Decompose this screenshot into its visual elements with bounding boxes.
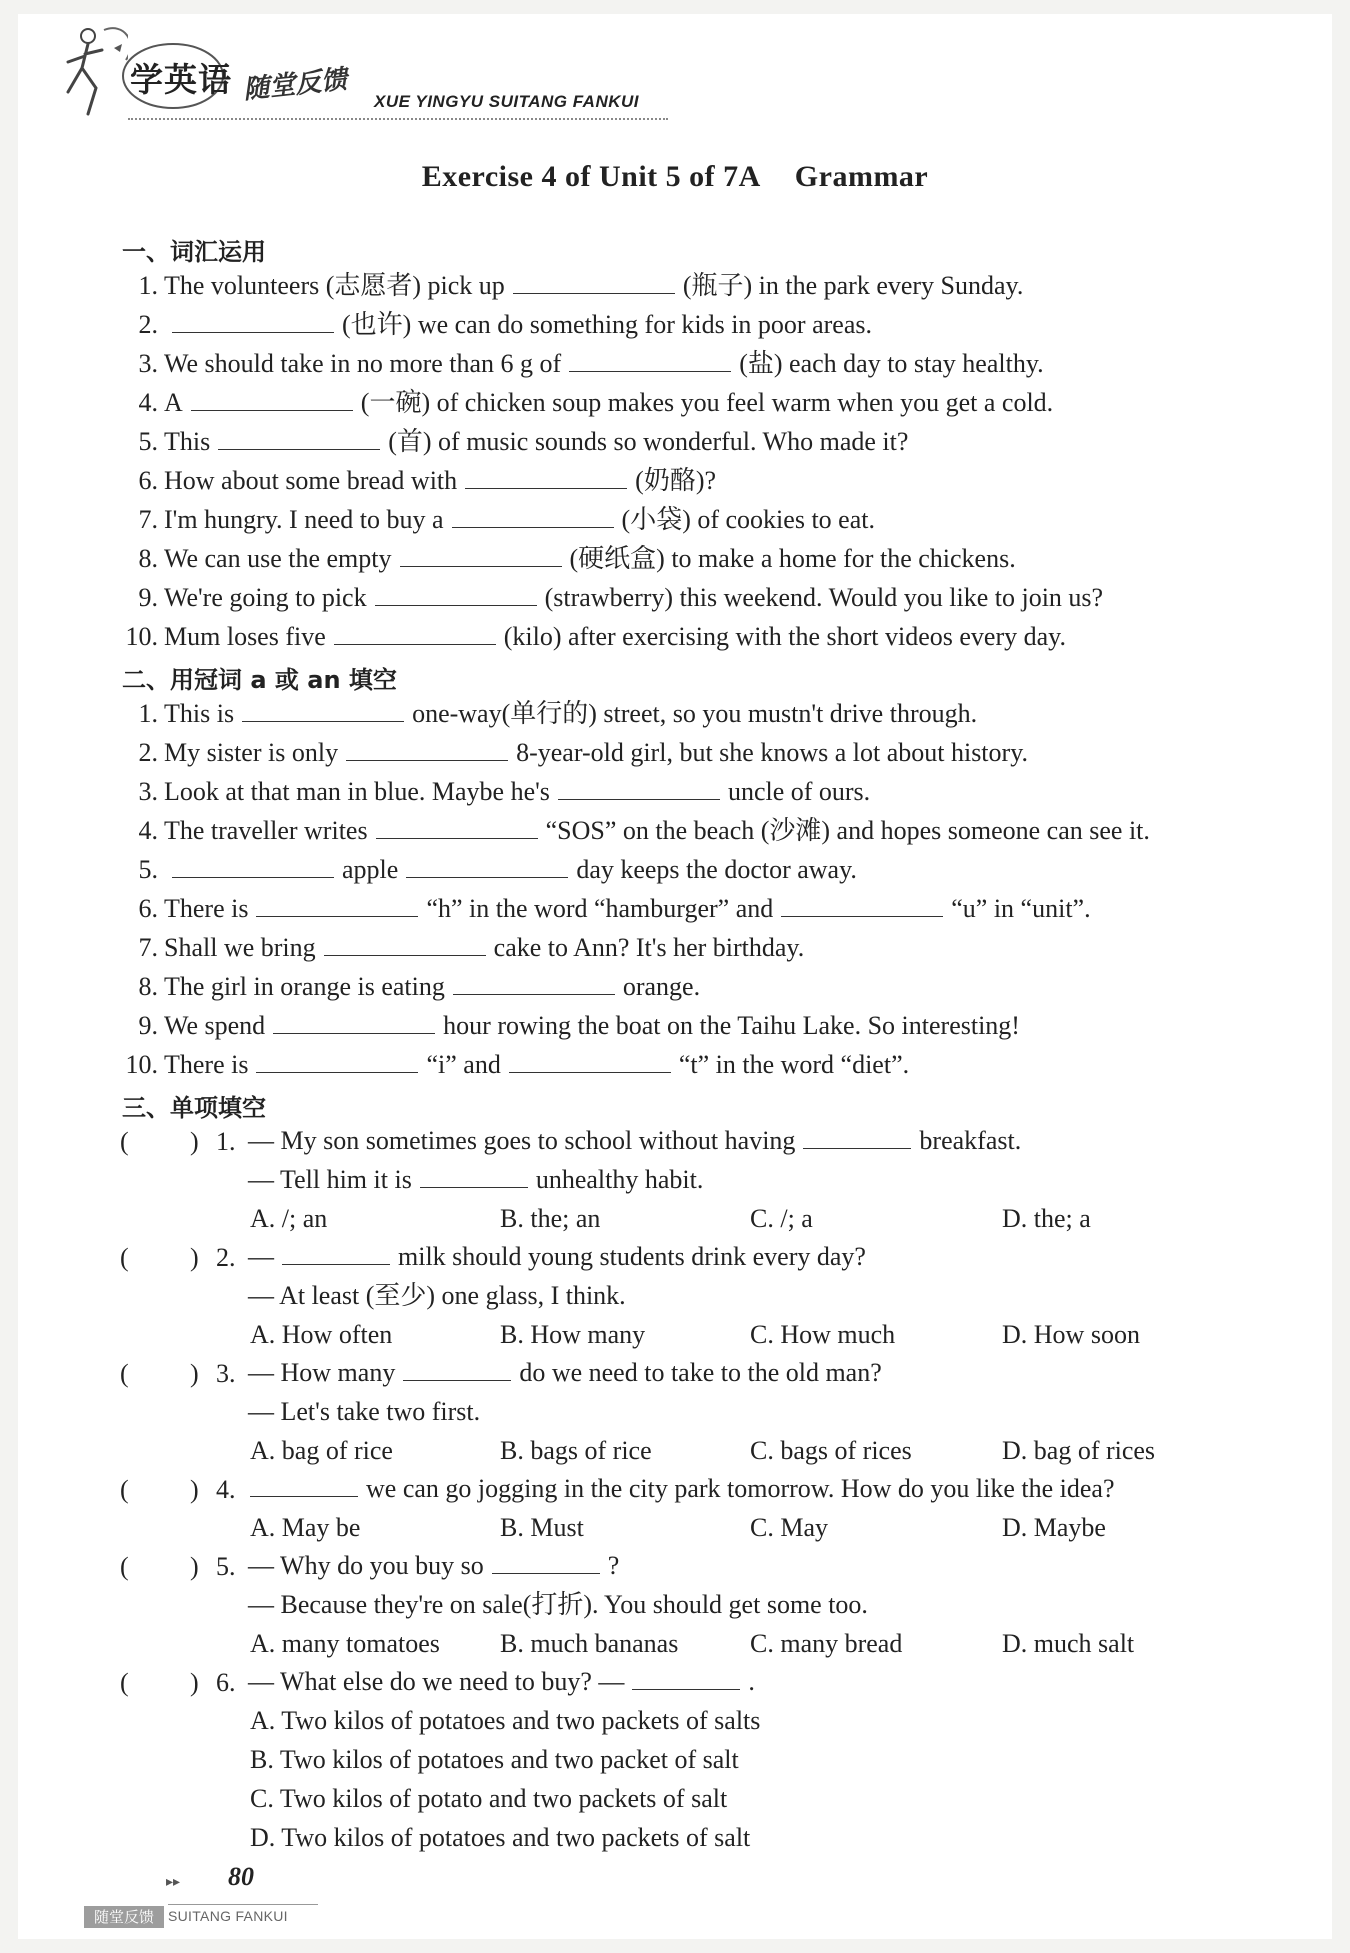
section3-heading: 三、单项填空 — [122, 1094, 266, 1122]
brand-english: XUE YINGYU SUITANG FANKUI — [374, 92, 640, 111]
vocab-item — [122, 388, 1053, 418]
item-text: hour rowing the boat on the Taihu Lake. So interesting! — [443, 1011, 1020, 1040]
item-prefix: This — [164, 427, 211, 456]
q6-line1 — [248, 1667, 755, 1697]
answer-blank[interactable] — [334, 622, 496, 645]
item-number: 5. — [138, 855, 158, 884]
article-item — [122, 933, 804, 963]
answer-paren-close: ) — [190, 1552, 199, 1581]
q1-number: 1. — [216, 1127, 236, 1156]
q3-text-b: do we need to take to the old man? — [519, 1358, 882, 1387]
item-number: 6. — [138, 466, 158, 495]
q1-option-a[interactable]: A. /; an — [250, 1204, 328, 1233]
item-prefix: I'm hungry. I need to buy a — [164, 505, 444, 534]
article-item — [122, 894, 1091, 924]
title-main: Exercise 4 of Unit 5 of 7A — [421, 160, 761, 193]
vocab-item — [122, 622, 1066, 652]
article-item — [122, 777, 870, 807]
answer-blank[interactable] — [400, 544, 562, 567]
q3-blank[interactable] — [403, 1358, 511, 1381]
answer-paren-open: ( — [120, 1552, 129, 1581]
answer-blank[interactable] — [376, 816, 538, 839]
q6-blank[interactable] — [632, 1667, 740, 1690]
q5-option-c[interactable]: C. many bread — [750, 1629, 903, 1658]
item-number: 2. — [138, 310, 158, 339]
item-prefix: A — [164, 388, 183, 417]
article-item — [122, 738, 1028, 768]
answer-blank[interactable] — [172, 310, 334, 333]
q1-line1 — [248, 1126, 1021, 1156]
item-text: My sister is only — [164, 738, 339, 767]
q1-blank-2[interactable] — [420, 1165, 528, 1188]
q4-option-a[interactable]: A. May be — [250, 1513, 361, 1542]
answer-blank[interactable] — [218, 427, 380, 450]
answer-paren-open: ( — [120, 1668, 129, 1697]
vocab-item — [122, 466, 716, 496]
answer-paren-close: ) — [190, 1243, 199, 1272]
q3-option-d[interactable]: D. bag of rices — [1002, 1436, 1156, 1465]
header-divider — [128, 118, 668, 120]
answer-blank[interactable] — [346, 738, 508, 761]
item-prefix: Mum loses five — [164, 622, 326, 651]
section2-heading: 二、用冠词 a 或 an 填空 — [122, 666, 397, 694]
item-number: 1. — [138, 699, 158, 728]
answer-paren-open: ( — [120, 1127, 129, 1156]
article-item — [122, 1011, 1020, 1041]
item-number: 7. — [138, 505, 158, 534]
item-number: 6. — [138, 894, 158, 923]
q6-option-d[interactable]: D. Two kilos of potatoes and two packets of salt — [250, 1823, 751, 1852]
footer-rule — [168, 1904, 318, 1905]
footer — [84, 1862, 334, 1930]
q2-option-b[interactable]: B. How many — [500, 1320, 646, 1349]
q4-blank[interactable] — [250, 1474, 358, 1497]
item-text: Look at that man in blue. Maybe he's — [164, 777, 550, 806]
brand-subtitle: 随堂反馈 — [241, 64, 349, 106]
q3-option-b[interactable]: B. bags of rice — [500, 1436, 652, 1465]
q5-option-a[interactable]: A. many tomatoes — [250, 1629, 440, 1658]
q3-option-a[interactable]: A. bag of rice — [250, 1436, 393, 1465]
item-suffix: (首) of music sounds so wonderful. Who made it? — [388, 427, 909, 456]
answer-blank[interactable] — [324, 933, 486, 956]
q5-blank[interactable] — [492, 1551, 600, 1574]
item-number: 8. — [138, 544, 158, 573]
item-suffix: (奶酪)? — [635, 466, 717, 495]
answer-blank[interactable] — [465, 466, 627, 489]
item-suffix: (也许) we can do something for kids in poor areas. — [342, 310, 872, 339]
item-text: cake to Ann? It's her birthday. — [493, 933, 805, 962]
q2-blank[interactable] — [282, 1242, 390, 1265]
item-suffix: (一碗) of chicken soup makes you feel warm when you get a cold. — [360, 388, 1054, 417]
item-suffix: (kilo) after exercising with the short videos every day. — [503, 622, 1066, 651]
answer-paren-close: ) — [190, 1668, 199, 1697]
vocab-item — [122, 427, 908, 457]
q4-option-d[interactable]: D. Maybe — [1002, 1513, 1106, 1542]
article-item — [122, 1050, 909, 1080]
item-text: The girl in orange is eating — [164, 972, 445, 1001]
article-item — [122, 855, 857, 885]
q2-dash: — — [248, 1242, 274, 1271]
q1-option-c[interactable]: C. /; a — [750, 1204, 813, 1233]
item-text: orange. — [622, 972, 701, 1001]
item-text: “i” and — [426, 1050, 501, 1079]
answer-paren-open: ( — [120, 1359, 129, 1388]
vocab-item — [122, 349, 1044, 379]
footer-tag: 随堂反馈 — [84, 1906, 164, 1928]
item-prefix: We're going to pick — [164, 583, 367, 612]
q5-option-b[interactable]: B. much bananas — [500, 1629, 679, 1658]
answer-paren-open: ( — [120, 1475, 129, 1504]
q1-reply-b: unhealthy habit. — [535, 1165, 704, 1194]
q6-number: 6. — [216, 1668, 236, 1697]
item-text: The traveller writes — [164, 816, 368, 845]
item-number: 5. — [138, 427, 158, 456]
answer-blank[interactable] — [569, 349, 731, 372]
item-text: uncle of ours. — [727, 777, 871, 806]
answer-blank[interactable] — [172, 855, 334, 878]
item-number: 4. — [138, 388, 158, 417]
q2-line1 — [248, 1242, 866, 1272]
item-text: We spend — [164, 1011, 266, 1040]
item-text: “u” in “unit”. — [951, 894, 1091, 923]
q5-text-a: — Why do you buy so — [248, 1551, 484, 1580]
page-number: 80 — [228, 1862, 254, 1891]
item-suffix: (瓶子) in the park every Sunday. — [682, 271, 1024, 300]
item-suffix: (硬纸盒) to make a home for the chickens. — [569, 544, 1016, 573]
item-text: Shall we bring — [164, 933, 316, 962]
q2-option-d[interactable]: D. How soon — [1002, 1320, 1140, 1349]
answer-blank[interactable] — [406, 855, 568, 878]
article-item — [122, 816, 1150, 846]
brand-title: 学英语 — [130, 60, 232, 99]
q4-option-c[interactable]: C. May — [750, 1513, 828, 1542]
answer-blank[interactable] — [256, 894, 418, 917]
item-number: 1. — [138, 271, 158, 300]
q3-text-a: — How many — [248, 1358, 396, 1387]
q6-text: — What else do we need to buy? — — [248, 1667, 625, 1696]
q1-option-b[interactable]: B. the; an — [500, 1204, 601, 1233]
answer-blank[interactable] — [256, 1050, 418, 1073]
answer-paren-close: ) — [190, 1359, 199, 1388]
answer-blank[interactable] — [509, 1050, 671, 1073]
q3-line2: — Let's take two first. — [248, 1397, 481, 1426]
item-number: 4. — [138, 816, 158, 845]
answer-blank[interactable] — [453, 972, 615, 995]
q2-option-a[interactable]: A. How often — [250, 1320, 393, 1349]
arrow-icon: ▸▸ — [166, 1875, 181, 1890]
q2-option-c[interactable]: C. How much — [750, 1320, 896, 1349]
answer-blank[interactable] — [375, 583, 537, 606]
item-text: “h” in the word “hamburger” and — [426, 894, 774, 923]
q4-text: we can go jogging in the city park tomorrow. How do you like the idea? — [366, 1474, 1115, 1503]
item-text: “t” in the word “diet”. — [678, 1050, 910, 1079]
item-number: 2. — [138, 738, 158, 767]
item-text: 8-year-old girl, but she knows a lot about history. — [516, 738, 1029, 767]
item-text: There is — [164, 894, 249, 923]
answer-paren-close: ) — [190, 1127, 199, 1156]
vocab-item — [122, 544, 1016, 574]
answer-blank[interactable] — [191, 388, 353, 411]
q1-option-d[interactable]: D. the; a — [1002, 1204, 1091, 1233]
q6-period: . — [748, 1667, 755, 1696]
item-prefix: How about some bread with — [164, 466, 458, 495]
q1-text-a: — My son sometimes goes to school without having — [248, 1126, 796, 1155]
q1-line2 — [248, 1165, 703, 1195]
q5-number: 5. — [216, 1552, 236, 1581]
answer-paren-close: ) — [190, 1475, 199, 1504]
q1-blank[interactable] — [803, 1126, 911, 1149]
item-number: 8. — [138, 972, 158, 1001]
answer-blank[interactable] — [558, 777, 720, 800]
q3-option-c[interactable]: C. bags of rices — [750, 1436, 912, 1465]
q1-reply-a: — Tell him it is — [248, 1165, 412, 1194]
item-prefix: We should take in no more than 6 g of — [164, 349, 562, 378]
answer-blank[interactable] — [781, 894, 943, 917]
item-number: 3. — [138, 777, 158, 806]
item-suffix: (盐) each day to stay healthy. — [739, 349, 1044, 378]
q6-option-b[interactable]: B. Two kilos of potatoes and two packet of salt — [250, 1745, 739, 1774]
q4-option-b[interactable]: B. Must — [500, 1513, 584, 1542]
q2-number: 2. — [216, 1243, 236, 1272]
answer-blank[interactable] — [242, 699, 404, 722]
q6-option-a[interactable]: A. Two kilos of potatoes and two packets of salts — [250, 1706, 761, 1735]
item-number: 10. — [125, 1050, 158, 1079]
item-text: “SOS” on the beach (沙滩) and hopes someone can see it. — [545, 816, 1150, 845]
q5-line2: — Because they're on sale(打折). You should get some too. — [248, 1590, 868, 1619]
item-text: apple — [342, 855, 399, 884]
q4-number: 4. — [216, 1475, 236, 1504]
article-item — [122, 699, 977, 729]
vocab-item — [122, 505, 875, 535]
q2-text: milk should young students drink every day? — [398, 1242, 866, 1271]
header-logo — [58, 22, 678, 132]
item-prefix: We can use the empty — [164, 544, 392, 573]
q5-text-b: ? — [607, 1551, 620, 1580]
q6-option-c[interactable]: C. Two kilos of potato and two packets of salt — [250, 1784, 728, 1813]
item-prefix: The volunteers (志愿者) pick up — [164, 271, 505, 300]
item-text: day keeps the doctor away. — [576, 855, 857, 884]
section1-heading: 一、词汇运用 — [122, 238, 266, 266]
item-number: 10. — [125, 622, 158, 651]
page-title — [0, 160, 1350, 194]
q3-line1 — [248, 1358, 882, 1388]
item-suffix: (strawberry) this weekend. Would you like to join us? — [544, 583, 1104, 612]
item-text: This is — [164, 699, 235, 728]
vocab-item — [122, 583, 1103, 613]
item-text: one-way(单行的) street, so you mustn't drive through. — [412, 699, 978, 728]
title-topic: Grammar — [794, 160, 929, 193]
article-item — [122, 972, 700, 1002]
q4-line1 — [242, 1474, 1115, 1504]
item-suffix: (小袋) of cookies to eat. — [621, 505, 875, 534]
footer-tag-english: SUITANG FANKUI — [168, 1908, 288, 1924]
answer-blank[interactable] — [273, 1011, 435, 1034]
item-number: 9. — [138, 583, 158, 612]
answer-paren-open: ( — [120, 1243, 129, 1272]
item-text: There is — [164, 1050, 249, 1079]
answer-blank[interactable] — [452, 505, 614, 528]
q5-line1 — [248, 1551, 619, 1581]
item-number: 7. — [138, 933, 158, 962]
q2-line2: — At least (至少) one glass, I think. — [248, 1281, 626, 1310]
q3-number: 3. — [216, 1359, 236, 1388]
item-number: 9. — [138, 1011, 158, 1040]
answer-blank[interactable] — [513, 271, 675, 294]
q5-option-d[interactable]: D. much salt — [1002, 1629, 1135, 1658]
q1-text-b: breakfast. — [919, 1126, 1022, 1155]
item-number: 3. — [138, 349, 158, 378]
vocab-item — [122, 271, 1023, 301]
vocab-item — [122, 310, 872, 340]
